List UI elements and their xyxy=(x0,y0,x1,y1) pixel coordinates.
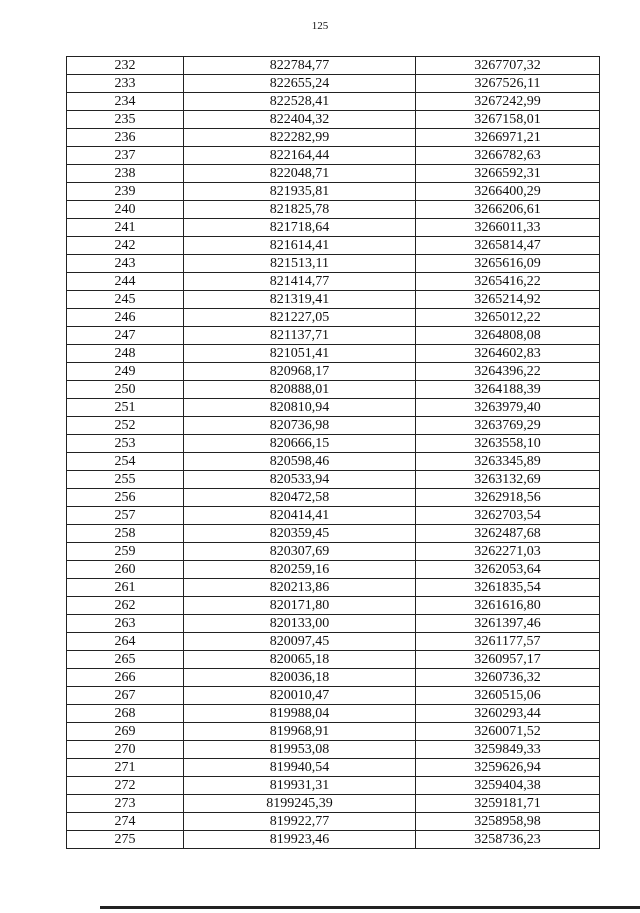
table-row xyxy=(67,183,600,201)
point-number-cell: 250 xyxy=(67,381,184,399)
y-coordinate-cell: 3261177,57 xyxy=(416,633,600,651)
x-coordinate-cell: 819940,54 xyxy=(184,759,416,777)
point-number-cell: 248 xyxy=(67,345,184,363)
y-coordinate-cell: 3265012,22 xyxy=(416,309,600,327)
point-number-cell: 255 xyxy=(67,471,184,489)
table-row xyxy=(67,777,600,795)
point-number-cell: 262 xyxy=(67,597,184,615)
x-coordinate-cell: 820133,00 xyxy=(184,615,416,633)
x-coordinate-cell: 820171,80 xyxy=(184,597,416,615)
y-coordinate-cell: 3258736,23 xyxy=(416,831,600,849)
y-coordinate-cell: 3267158,01 xyxy=(416,111,600,129)
table-row xyxy=(67,93,600,111)
point-number-cell: 238 xyxy=(67,165,184,183)
y-coordinate-cell: 3266971,21 xyxy=(416,129,600,147)
x-coordinate-cell: 822048,71 xyxy=(184,165,416,183)
y-coordinate-cell: 3259849,33 xyxy=(416,741,600,759)
x-coordinate-cell: 821513,11 xyxy=(184,255,416,273)
y-coordinate-cell: 3261835,54 xyxy=(416,579,600,597)
point-number-cell: 268 xyxy=(67,705,184,723)
point-number-cell: 253 xyxy=(67,435,184,453)
x-coordinate-cell: 819922,77 xyxy=(184,813,416,831)
table-row xyxy=(67,147,600,165)
x-coordinate-cell: 819968,91 xyxy=(184,723,416,741)
x-coordinate-cell: 820414,41 xyxy=(184,507,416,525)
point-number-cell: 237 xyxy=(67,147,184,165)
table-row xyxy=(67,561,600,579)
table-row xyxy=(67,507,600,525)
x-coordinate-cell: 820010,47 xyxy=(184,687,416,705)
y-coordinate-cell: 3266011,33 xyxy=(416,219,600,237)
coordinates-table-body xyxy=(67,57,600,849)
point-number-cell: 242 xyxy=(67,237,184,255)
y-coordinate-cell: 3260515,06 xyxy=(416,687,600,705)
table-row xyxy=(67,615,600,633)
point-number-cell: 247 xyxy=(67,327,184,345)
x-coordinate-cell: 820888,01 xyxy=(184,381,416,399)
table-row xyxy=(67,597,600,615)
table-row xyxy=(67,399,600,417)
table-row xyxy=(67,687,600,705)
y-coordinate-cell: 3262703,54 xyxy=(416,507,600,525)
y-coordinate-cell: 3265814,47 xyxy=(416,237,600,255)
y-coordinate-cell: 3266206,61 xyxy=(416,201,600,219)
x-coordinate-cell: 821137,71 xyxy=(184,327,416,345)
point-number-cell: 270 xyxy=(67,741,184,759)
y-coordinate-cell: 3263345,89 xyxy=(416,453,600,471)
table-row xyxy=(67,201,600,219)
point-number-cell: 260 xyxy=(67,561,184,579)
x-coordinate-cell: 821319,41 xyxy=(184,291,416,309)
x-coordinate-cell: 820259,16 xyxy=(184,561,416,579)
point-number-cell: 254 xyxy=(67,453,184,471)
x-coordinate-cell: 819988,04 xyxy=(184,705,416,723)
x-coordinate-cell: 821414,77 xyxy=(184,273,416,291)
x-coordinate-cell: 821614,41 xyxy=(184,237,416,255)
point-number-cell: 234 xyxy=(67,93,184,111)
point-number-cell: 235 xyxy=(67,111,184,129)
table-row xyxy=(67,723,600,741)
y-coordinate-cell: 3258958,98 xyxy=(416,813,600,831)
point-number-cell: 252 xyxy=(67,417,184,435)
x-coordinate-cell: 820213,86 xyxy=(184,579,416,597)
page-bottom-edge xyxy=(100,906,640,909)
point-number-cell: 256 xyxy=(67,489,184,507)
point-number-cell: 273 xyxy=(67,795,184,813)
table-row xyxy=(67,489,600,507)
point-number-cell: 265 xyxy=(67,651,184,669)
x-coordinate-cell: 819953,08 xyxy=(184,741,416,759)
x-coordinate-cell: 820736,98 xyxy=(184,417,416,435)
y-coordinate-cell: 3264602,83 xyxy=(416,345,600,363)
x-coordinate-cell: 822282,99 xyxy=(184,129,416,147)
y-coordinate-cell: 3264396,22 xyxy=(416,363,600,381)
y-coordinate-cell: 3263979,40 xyxy=(416,399,600,417)
point-number-cell: 240 xyxy=(67,201,184,219)
point-number-cell: 263 xyxy=(67,615,184,633)
point-number-cell: 232 xyxy=(67,57,184,75)
x-coordinate-cell: 822164,44 xyxy=(184,147,416,165)
point-number-cell: 261 xyxy=(67,579,184,597)
x-coordinate-cell: 820598,46 xyxy=(184,453,416,471)
x-coordinate-cell: 821718,64 xyxy=(184,219,416,237)
table-row xyxy=(67,759,600,777)
point-number-cell: 245 xyxy=(67,291,184,309)
table-row xyxy=(67,255,600,273)
x-coordinate-cell: 820065,18 xyxy=(184,651,416,669)
x-coordinate-cell: 820666,15 xyxy=(184,435,416,453)
y-coordinate-cell: 3259626,94 xyxy=(416,759,600,777)
x-coordinate-cell: 820036,18 xyxy=(184,669,416,687)
table-row xyxy=(67,453,600,471)
x-coordinate-cell: 820359,45 xyxy=(184,525,416,543)
x-coordinate-cell: 822784,77 xyxy=(184,57,416,75)
table-row xyxy=(67,363,600,381)
point-number-cell: 246 xyxy=(67,309,184,327)
table-row xyxy=(67,651,600,669)
point-number-cell: 236 xyxy=(67,129,184,147)
point-number-cell: 274 xyxy=(67,813,184,831)
point-number-cell: 258 xyxy=(67,525,184,543)
x-coordinate-cell: 822404,32 xyxy=(184,111,416,129)
y-coordinate-cell: 3266592,31 xyxy=(416,165,600,183)
y-coordinate-cell: 3260293,44 xyxy=(416,705,600,723)
table-row xyxy=(67,543,600,561)
y-coordinate-cell: 3260736,32 xyxy=(416,669,600,687)
table-row xyxy=(67,57,600,75)
y-coordinate-cell: 3265616,09 xyxy=(416,255,600,273)
y-coordinate-cell: 3264188,39 xyxy=(416,381,600,399)
point-number-cell: 239 xyxy=(67,183,184,201)
x-coordinate-cell: 822528,41 xyxy=(184,93,416,111)
table-row xyxy=(67,219,600,237)
point-number-cell: 243 xyxy=(67,255,184,273)
table-row xyxy=(67,633,600,651)
x-coordinate-cell: 821051,41 xyxy=(184,345,416,363)
table-row xyxy=(67,237,600,255)
point-number-cell: 269 xyxy=(67,723,184,741)
table-row xyxy=(67,741,600,759)
y-coordinate-cell: 3267526,11 xyxy=(416,75,600,93)
x-coordinate-cell: 821825,78 xyxy=(184,201,416,219)
x-coordinate-cell: 820533,94 xyxy=(184,471,416,489)
table-row xyxy=(67,435,600,453)
x-coordinate-cell: 820097,45 xyxy=(184,633,416,651)
table-row xyxy=(67,129,600,147)
table-row xyxy=(67,273,600,291)
table-row xyxy=(67,327,600,345)
table-row xyxy=(67,75,600,93)
coordinates-table xyxy=(66,56,600,849)
table-row xyxy=(67,525,600,543)
point-number-cell: 275 xyxy=(67,831,184,849)
y-coordinate-cell: 3262487,68 xyxy=(416,525,600,543)
point-number-cell: 251 xyxy=(67,399,184,417)
point-number-cell: 264 xyxy=(67,633,184,651)
x-coordinate-cell: 819923,46 xyxy=(184,831,416,849)
y-coordinate-cell: 3265214,92 xyxy=(416,291,600,309)
table-row xyxy=(67,831,600,849)
x-coordinate-cell: 821935,81 xyxy=(184,183,416,201)
y-coordinate-cell: 3263558,10 xyxy=(416,435,600,453)
y-coordinate-cell: 3261397,46 xyxy=(416,615,600,633)
y-coordinate-cell: 3262053,64 xyxy=(416,561,600,579)
point-number-cell: 241 xyxy=(67,219,184,237)
y-coordinate-cell: 3259404,38 xyxy=(416,777,600,795)
x-coordinate-cell: 820472,58 xyxy=(184,489,416,507)
table-row xyxy=(67,705,600,723)
y-coordinate-cell: 3263132,69 xyxy=(416,471,600,489)
table-row xyxy=(67,165,600,183)
table-row xyxy=(67,813,600,831)
point-number-cell: 267 xyxy=(67,687,184,705)
table-row xyxy=(67,291,600,309)
point-number-cell: 244 xyxy=(67,273,184,291)
table-row xyxy=(67,579,600,597)
x-coordinate-cell: 819931,31 xyxy=(184,777,416,795)
point-number-cell: 259 xyxy=(67,543,184,561)
table-row xyxy=(67,309,600,327)
table-row xyxy=(67,669,600,687)
x-coordinate-cell: 8199245,39 xyxy=(184,795,416,813)
table-row xyxy=(67,795,600,813)
point-number-cell: 266 xyxy=(67,669,184,687)
y-coordinate-cell: 3264808,08 xyxy=(416,327,600,345)
point-number-cell: 257 xyxy=(67,507,184,525)
y-coordinate-cell: 3267707,32 xyxy=(416,57,600,75)
y-coordinate-cell: 3260957,17 xyxy=(416,651,600,669)
x-coordinate-cell: 822655,24 xyxy=(184,75,416,93)
y-coordinate-cell: 3262271,03 xyxy=(416,543,600,561)
y-coordinate-cell: 3259181,71 xyxy=(416,795,600,813)
x-coordinate-cell: 820307,69 xyxy=(184,543,416,561)
table-row xyxy=(67,417,600,435)
table-row xyxy=(67,111,600,129)
point-number-cell: 271 xyxy=(67,759,184,777)
y-coordinate-cell: 3263769,29 xyxy=(416,417,600,435)
x-coordinate-cell: 820810,94 xyxy=(184,399,416,417)
x-coordinate-cell: 821227,05 xyxy=(184,309,416,327)
point-number-cell: 272 xyxy=(67,777,184,795)
point-number-cell: 233 xyxy=(67,75,184,93)
y-coordinate-cell: 3261616,80 xyxy=(416,597,600,615)
point-number-cell: 249 xyxy=(67,363,184,381)
y-coordinate-cell: 3266400,29 xyxy=(416,183,600,201)
page-number: 125 xyxy=(311,20,329,32)
y-coordinate-cell: 3262918,56 xyxy=(416,489,600,507)
y-coordinate-cell: 3266782,63 xyxy=(416,147,600,165)
table-row xyxy=(67,345,600,363)
y-coordinate-cell: 3265416,22 xyxy=(416,273,600,291)
table-row xyxy=(67,471,600,489)
y-coordinate-cell: 3267242,99 xyxy=(416,93,600,111)
y-coordinate-cell: 3260071,52 xyxy=(416,723,600,741)
x-coordinate-cell: 820968,17 xyxy=(184,363,416,381)
table-row xyxy=(67,381,600,399)
